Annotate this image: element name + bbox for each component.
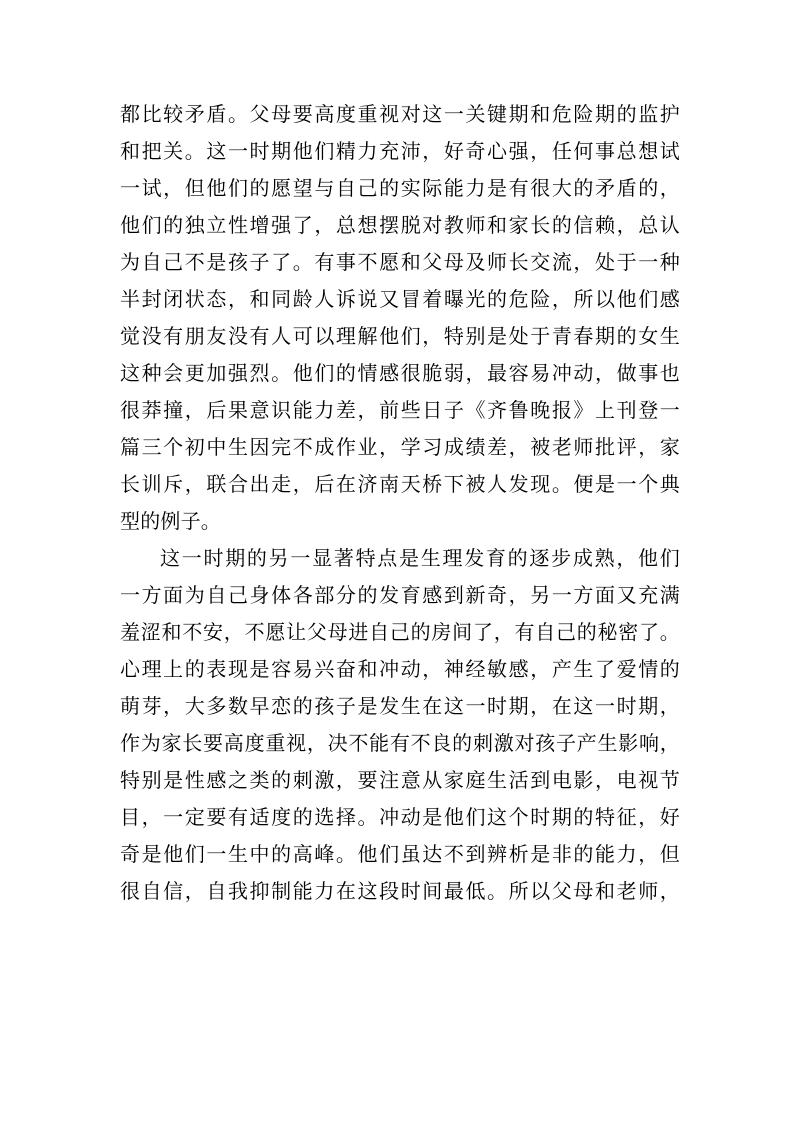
text-line: 半封闭状态，和同龄人诉说又冒着曝光的危险，所以他们感: [120, 287, 680, 311]
text-line: 这种会更加强烈。他们的情感很脆弱，最容易冲动，做事也: [120, 361, 680, 385]
text-line: 特别是性感之类的刺激，要注意从家庭生活到电影，电视节: [120, 768, 680, 792]
text-line: 目，一定要有适度的选择。冲动是他们这个时期的特征，好: [120, 805, 680, 829]
text-line: 他们的独立性增强了，总想摆脱对教师和家长的信赖，总认: [120, 213, 680, 237]
text-line: 篇三个初中生因完不成作业，学习成绩差，被老师批评，家: [120, 435, 680, 459]
text-line: 一试，但他们的愿望与自己的实际能力是有很大的矛盾的，: [120, 176, 680, 200]
document-body: [120, 96, 680, 910]
text-line: 羞涩和不安，不愿让父母进自己的房间了，有自己的秘密了。: [120, 620, 680, 644]
text-line: 很自信，自我抑制能力在这段时间最低。所以父母和老师，: [120, 879, 680, 903]
text-line: 作为家长要高度重视，决不能有不良的刺激对孩子产生影响，: [120, 731, 680, 755]
text-line: 一方面为自己身体各部分的发育感到新奇，另一方面又充满: [120, 583, 680, 607]
text-line: 很莽撞，后果意识能力差，前些日子《齐鲁晚报》上刊登一: [120, 398, 680, 422]
text-line: 长训斥，联合出走，后在济南天桥下被人发现。便是一个典: [120, 472, 680, 496]
text-line: 都比较矛盾。父母要高度重视对这一关键期和危险期的监护: [120, 102, 680, 126]
text-line: 心理上的表现是容易兴奋和冲动，神经敏感，产生了爱情的: [120, 657, 680, 681]
text-line: 和把关。这一时期他们精力充沛，好奇心强，任何事总想试: [120, 139, 680, 163]
text-line: 这一时期的另一显著特点是生理发育的逐步成熟，他们: [160, 546, 680, 570]
text-line: 型的例子。: [120, 509, 221, 533]
text-line: 萌芽，大多数早恋的孩子是发生在这一时期，在这一时期，: [120, 694, 680, 718]
text-line: 奇是他们一生中的高峰。他们虽达不到辨析是非的能力，但: [120, 842, 680, 866]
text-line: 为自己不是孩子了。有事不愿和父母及师长交流，处于一种: [120, 250, 680, 274]
text-line: 觉没有朋友没有人可以理解他们，特别是处于青春期的女生: [120, 324, 680, 348]
